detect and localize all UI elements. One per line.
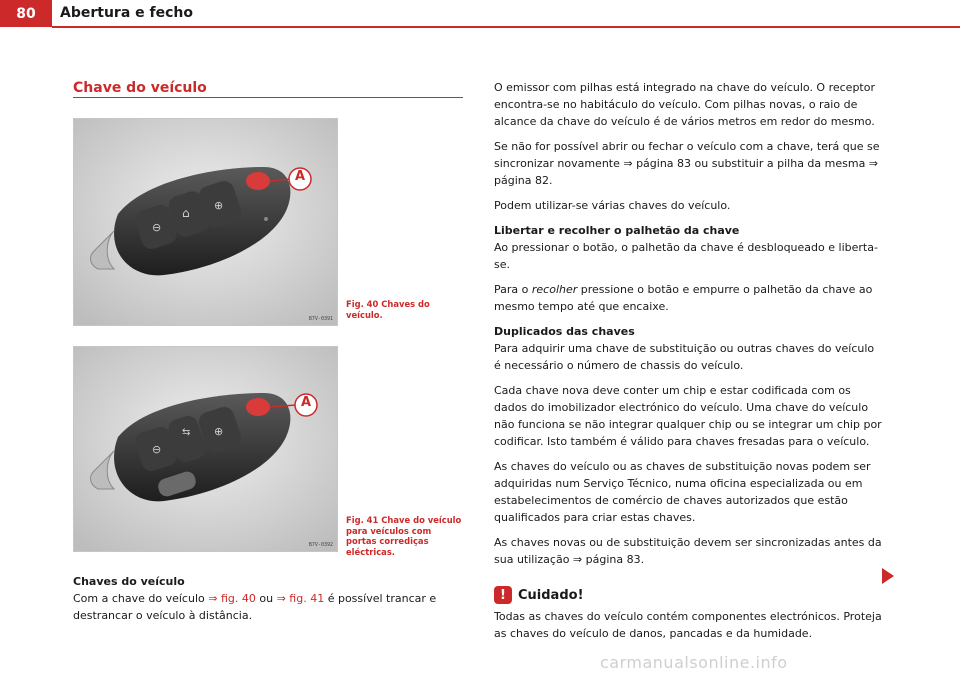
text: ou — [255, 592, 277, 605]
paragraph: O emissor com pilhas está integrado na chave do veículo. O receptor encontra-se no habitáculo do veículo. Com pilhas novas, o raio de alcance da chave do veículo é de vários metros em redor do mesmo. — [494, 81, 875, 128]
emphasis-text: recolher — [531, 283, 578, 296]
svg-text:⌂: ⌂ — [182, 206, 190, 220]
figure-link[interactable]: ⇒ fig. 41 — [276, 592, 325, 605]
text: Para o — [494, 283, 532, 296]
page-number: 80 — [0, 0, 52, 27]
subheading: Chaves do veículo — [73, 575, 185, 588]
paragraph — [494, 281, 884, 315]
chapter-title: Abertura e fecho — [60, 5, 193, 21]
svg-text:⊖: ⊖ — [152, 221, 162, 234]
figure-41 — [73, 346, 338, 552]
figure-code: B7V-0391 — [308, 316, 333, 322]
svg-text:⇆: ⇆ — [182, 427, 191, 438]
figure-link[interactable]: ⇒ fig. 40 — [208, 592, 256, 605]
figure-41-caption: Fig. 41 Chave do veículo para veículos com portas corrediças eléctricas. — [346, 515, 462, 557]
next-page-arrow-icon[interactable] — [882, 568, 894, 584]
section-rule — [73, 97, 463, 98]
callout-label-a: A — [294, 169, 306, 184]
svg-text:⊕: ⊕ — [214, 425, 224, 438]
paragraph: Se não for possível abrir ou fechar o veículo com a chave, terá que se sincronizar novamente ⇒ página 83 ou substituir a pilha da mesma ⇒ página 82. — [494, 140, 880, 187]
paragraph: As chaves do veículo ou as chaves de substituição novas podem ser adquiridas num Serviço Técnico, numa oficina especializada ou em estabelecimentos de comércio de chaves autorizados que estão qualificados para criar estas chaves. — [494, 460, 871, 524]
watermark: carmanualsonline.info — [600, 653, 788, 672]
warning-header — [494, 586, 884, 604]
paragraph: Para adquirir uma chave de substituição ou outras chaves do veículo é necessário o número de chassis do veículo. — [494, 342, 875, 372]
warning-title: Cuidado! — [518, 587, 584, 603]
figure-40-caption: Fig. 40 Chaves do veículo. — [346, 299, 430, 320]
header-rule — [52, 26, 960, 28]
paragraph: Cada chave nova deve conter um chip e estar codificada com os dados do imobilizador electrónico do veículo. Uma chave do veículo não funciona se não integrar qualquer chip ou se integrar um chip por codificar. Isto também é válido para chaves fresadas para o veículo. — [494, 384, 882, 448]
warning-icon: ! — [494, 586, 512, 604]
subheading: Duplicados das chaves — [494, 325, 635, 338]
paragraph — [73, 590, 465, 624]
page-header — [0, 0, 960, 28]
figure-code: B7V-0392 — [308, 542, 333, 548]
right-column-text — [494, 79, 884, 650]
paragraph: As chaves novas ou de substituição devem ser sincronizadas antes da sua utilização ⇒ página 83. — [494, 536, 882, 566]
paragraph: Podem utilizar-se várias chaves do veículo. — [494, 199, 731, 212]
warning-text: Todas as chaves do veículo contém componentes electrónicos. Proteja as chaves do veículo de danos, pancadas e da humidade. — [494, 610, 882, 640]
text: pressione o botão e empurre o palhetão da chave ao mesmo tempo até que encaixe. — [494, 283, 873, 313]
paragraph: Ao pressionar o botão, o palhetão da chave é desbloqueado e liberta-se. — [494, 241, 878, 271]
subheading: Libertar e recolher o palhetão da chave — [494, 224, 740, 237]
figure-40 — [73, 118, 338, 326]
left-column-text — [73, 573, 465, 632]
callout-label-a: A — [300, 395, 312, 410]
car-key-illustration — [74, 119, 337, 325]
svg-text:⊖: ⊖ — [152, 443, 162, 456]
section-title: Chave do veículo — [73, 80, 207, 96]
svg-text:⊕: ⊕ — [214, 199, 224, 212]
text: Com a chave do veículo — [73, 592, 209, 605]
car-key-illustration — [74, 347, 337, 551]
text: é possível trancar e destrancar o veículo à distância. — [73, 592, 437, 622]
